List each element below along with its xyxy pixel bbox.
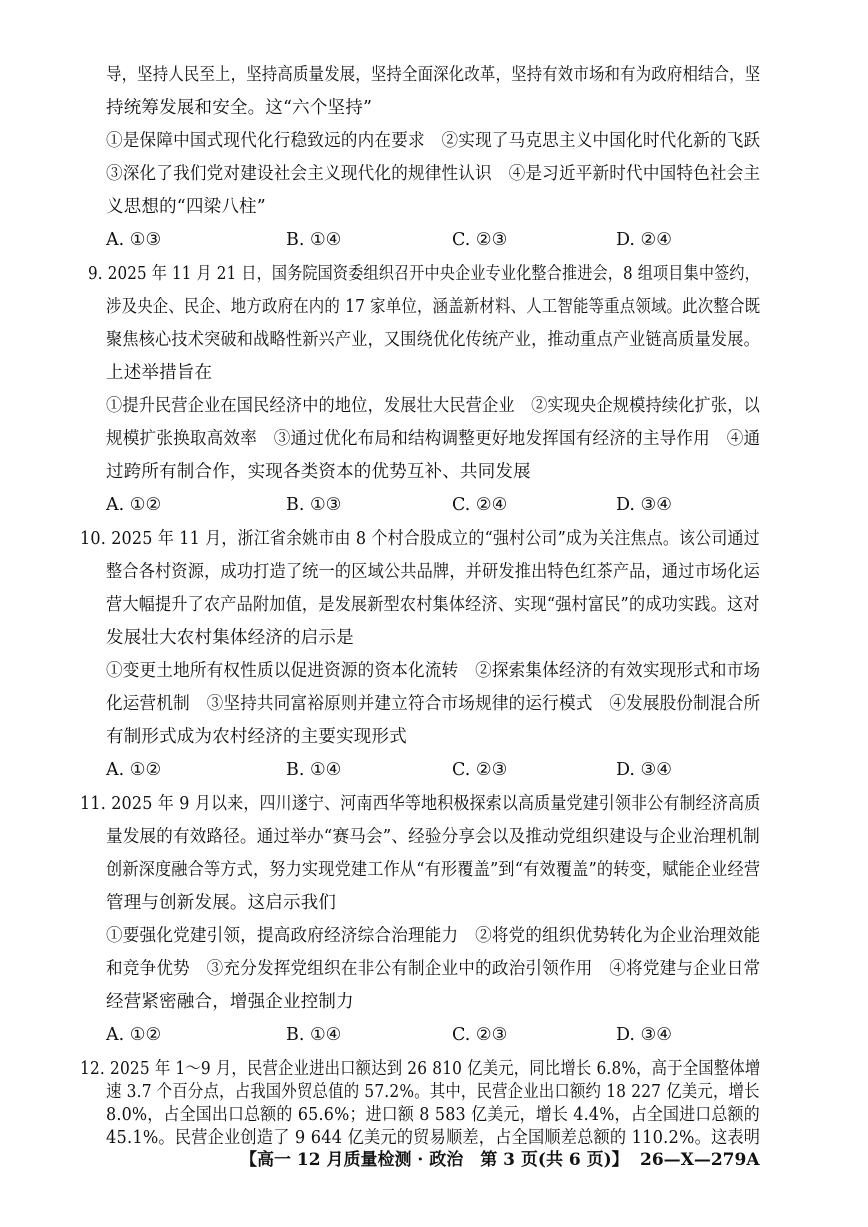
q9-stem-line-3: 聚焦核心技术突破和战略性新兴产业，又围绕优化传统产业，推动重点产业链高质量发展。: [106, 330, 760, 350]
q12-stem-line-4: 45.1%。民营企业创造了 9 644 亿美元的贸易顺差，占全国顺差总额的 110.2%。这表明: [106, 1128, 761, 1148]
q8-option-b[interactable]: B. ①④: [286, 230, 342, 250]
q9-stem-line-4: 上述举措旨在: [106, 363, 213, 383]
q10-stem-line-4: 发展壮大农村集体经济的启示是: [106, 628, 354, 648]
q10-option-c[interactable]: C. ②③: [452, 760, 508, 780]
q9-choice-line-1: ①提升民营企业在国民经济中的地位，发展壮大民营企业 ②实现央企规模持续化扩张，以: [106, 396, 760, 416]
q10-choice-line-3: 有制形式成为农村经济的主要实现形式: [106, 727, 407, 747]
q10-stem-line-3: 营大幅提升了农产品附加值，是发展新型农村集体经济、实现“强村富民”的成功实践。这对: [106, 595, 760, 615]
q11-stem-line-4: 管理与创新发展。这启示我们: [106, 893, 337, 913]
q8-option-c[interactable]: C. ②③: [452, 230, 508, 250]
q8-line-2: 持统筹发展和安全。这“六个坚持”: [106, 98, 373, 118]
q9-choice-line-2: 规模扩张换取高效率 ③通过优化布局和结构调整更好地发挥国有经济的主导作用 ④通: [106, 429, 761, 449]
q8-choice-line-3: 义思想的“四梁八柱”: [106, 197, 266, 217]
q11-options: [106, 1023, 746, 1047]
q9-options: [106, 493, 746, 517]
q12-stem-line-1: 12. 2025 年 1～9 月，民营企业进出口额达到 26 810 亿美元，同比增长 6.8%，高于全国整体增: [80, 1059, 761, 1079]
q9-option-c[interactable]: C. ②④: [452, 495, 508, 515]
q9-option-a[interactable]: A. ①②: [106, 495, 162, 515]
q11-choice-line-2: 和竞争优势 ③充分发挥党组织在非公有制企业中的政治引领作用 ④将党建与企业日常: [106, 959, 761, 979]
q8-option-a[interactable]: A. ①③: [106, 230, 162, 250]
q11-option-d[interactable]: D. ③④: [616, 1025, 672, 1045]
q8-options: [106, 228, 746, 252]
q9-option-b[interactable]: B. ①③: [286, 495, 342, 515]
q11-choice-line-3: 经营紧密融合，增强企业控制力: [106, 992, 354, 1012]
q10-option-a[interactable]: A. ①②: [106, 760, 162, 780]
q10-choice-line-1: ①变更土地所有权性质以促进资源的资本化流转 ②探索集体经济的有效实现形式和市场: [106, 661, 761, 681]
q11-choice-line-1: ①要强化党建引领，提高政府经济综合治理能力 ②将党的组织优势转化为企业治理效能: [106, 926, 761, 946]
q11-option-a[interactable]: A. ①②: [106, 1025, 162, 1045]
q10-option-d[interactable]: D. ③④: [616, 760, 672, 780]
q8-choice-line-2: ③深化了我们党对建设社会主义现代化的规律性认识 ④是习近平新时代中国特色社会主: [106, 164, 761, 184]
q10-option-b[interactable]: B. ①④: [286, 760, 342, 780]
q8-option-d[interactable]: D. ②④: [616, 230, 672, 250]
q8-choice-line-1: ①是保障中国式现代化行稳致远的内在要求 ②实现了马克思主义中国化时代化新的飞跃: [106, 131, 761, 151]
q9-stem-line-2: 涉及央企、民企、地方政府在内的 17 家单位，涵盖新材料、人工智能等重点领域。此次整合既: [106, 297, 761, 317]
q10-stem-line-2: 整合各村资源，成功打造了统一的区域公共品牌，并研发推出特色红茶产品，通过市场化运: [106, 562, 760, 582]
page-footer-title: 【高一 12 月质量检测 · 政治 第 3 页(共 6 页)】: [240, 1150, 629, 1170]
q10-choice-line-2: 化运营机制 ③坚持共同富裕原则并建立符合市场规律的运行模式 ④发展股份制混合所: [106, 694, 761, 714]
q9-option-d[interactable]: D. ③④: [616, 495, 672, 515]
q12-stem-line-3: 8.0%，占全国出口总额的 65.6%；进口额 8 583 亿美元，增长 4.4%，占全国进口总额的: [106, 1105, 760, 1125]
q8-line-1: 导，坚持人民至上，坚持高质量发展，坚持全面深化改革，坚持有效市场和有为政府相结合，坚: [106, 65, 761, 85]
q11-option-b[interactable]: B. ①④: [286, 1025, 342, 1045]
page-footer-code: 26—X—279A: [640, 1150, 760, 1170]
q11-stem-line-3: 创新深度融合等方式，努力实现党建工作从“有形覆盖”到“有效覆盖”的转变，赋能企业经营: [106, 860, 761, 880]
q12-stem-line-2: 速 3.7 个百分点，占我国外贸总值的 57.2%。其中，民营企业出口额约 18 227 亿美元，增长: [106, 1082, 760, 1102]
q11-stem-line-2: 量发展的有效路径。通过举办“赛马会”、经验分享会以及推动党组织建设与企业治理机制: [106, 827, 760, 847]
q11-option-c[interactable]: C. ②③: [452, 1025, 508, 1045]
q10-stem-line-1: 10. 2025 年 11 月，浙江省余姚市由 8 个村合股成立的“强村公司”成为关注焦点。该公司通过: [80, 529, 760, 549]
q9-stem-line-1: 9. 2025 年 11 月 21 日，国务院国资委组织召开中央企业专业化整合推进会，8 组项目集中签约，: [88, 264, 760, 284]
q9-choice-line-3: 过跨所有制合作，实现各类资本的优势互补、共同发展: [106, 462, 531, 482]
q11-stem-line-1: 11. 2025 年 9 月以来，四川遂宁、河南西华等地积极探索以高质量党建引领非公有制经济高质: [80, 794, 761, 814]
q10-options: [106, 758, 746, 782]
